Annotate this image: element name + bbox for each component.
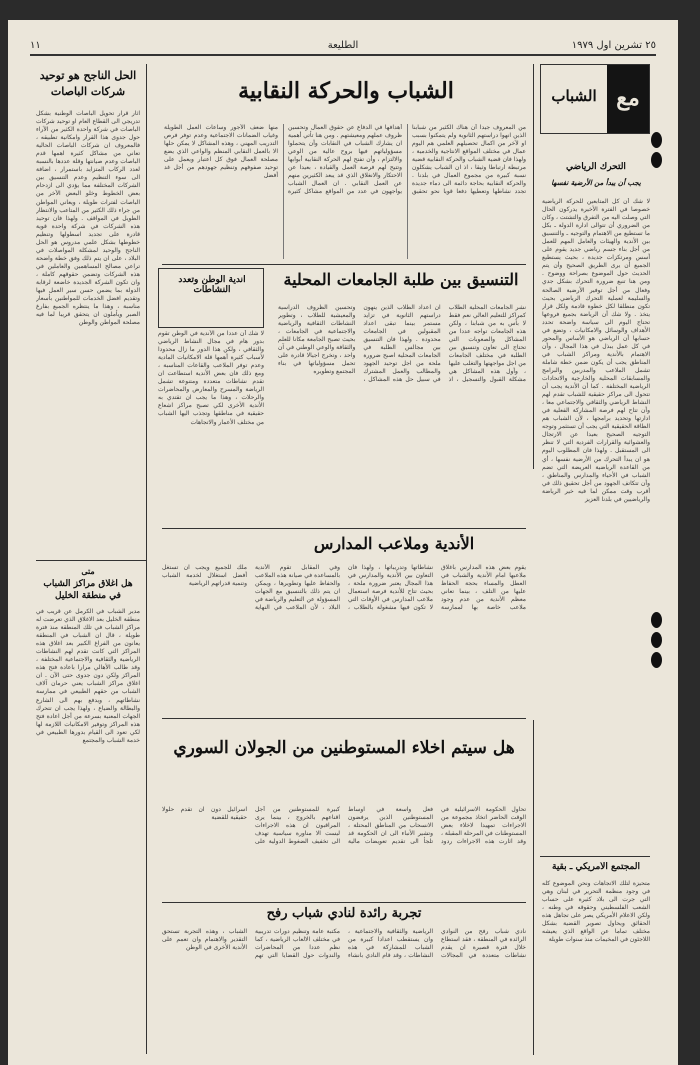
header-paper-name: الطليعة	[327, 40, 359, 51]
us-column-body: متحيزة لتلك الاتجاهات ونحن الموضوع كله في وجود منظمة التحرير في لبنان وهي التي جرت الى بلاد كثيرة على حساب الشعب الفلسطيني وحقوقه في وطنه ، ولكن الاعلام الأمريكي يصر على تجاهل هذه الحقائق ويحاول تصوير القضية بشكل مختلف تماما عن الواقع الذي يعيشه اللاجئون في المخيمات منذ سنوات طويلة	[542, 880, 650, 944]
youth-centers-kicker: متى	[81, 566, 95, 576]
horizontal-rule	[162, 264, 526, 265]
column-rule	[146, 64, 147, 1054]
binding-hole	[651, 152, 662, 168]
sidebar-box	[158, 268, 264, 328]
schools-headline: الأندية وملاعب المدارس	[313, 534, 475, 553]
binding-hole	[651, 652, 662, 668]
newspaper-page	[8, 20, 678, 1065]
column-rule	[533, 720, 534, 1055]
header-date: ٢٥ تشرين اول ١٩٧٩	[571, 40, 656, 51]
coordination-headline: التنسيق بين طلبة الجامعات المحلية	[283, 270, 519, 289]
section-logo	[540, 64, 650, 134]
section-logo-mark: مع	[616, 85, 640, 111]
sports-kicker: التحرك الرياضي	[566, 162, 626, 172]
horizontal-rule	[162, 528, 526, 529]
horizontal-rule	[36, 560, 146, 561]
youth-centers-headline: هل اغلاق مراكز الشباب في منطقة الخليل	[43, 579, 133, 601]
section-logo-dark-panel	[607, 65, 649, 133]
coordination-body: نشر الجامعات المحلية الطلاب كمراكز للتعليم العالي نعم فقط لا بأس به من شبابنا ، ولكن هذه الجامعات تواجه عددا من المشاكل والصعوبات التي تحتاج الى تعاون وتنسيق بين الطلبة في مختلف الجامعات من اجل مواجهتها والتغلب عليها ، وأول هذه المشاكل هي مشكلة القبول والتسجيل ، اذ ان اعداد الطلاب الذين ينهون دراستهم الثانوية في تزايد مستمر بينما تبقى اعداد المقبولين في الجامعات محدودة . ولهذا فان التنسيق بين مجالس الطلبة في الجامعات المحلية اصبح ضرورة ملحة من اجل توحيد الجهود والمطالب والعمل المشترك في سبيل حل هذه المشاكل ، وتحسين الظروف الدراسية والمعيشية للطلاب ، وتطوير النشاطات الثقافية والرياضية والاجتماعية في الجامعات ، بحيث تصبح الجامعة مكانا للعلم والثقافة والوعي الوطني في آن واحد ، وتخرج اجيالا قادرة على تحمل مسؤولياتها في بناء المجتمع وتطويره	[278, 304, 526, 384]
column-rule	[533, 64, 534, 469]
sidebar-body: لا شك أن عددا من الأندية في الوطن تقوم بدور هام في مجال النشاط الرياضي والثقافي ، ولكن هذا الدور ما زال محدودا لأسباب كثيرة أهمها قلة الامكانيات المادية وعدم توفر الملاعب والقاعات المناسبة ، ومع ذلك فان بعض الأندية استطاعت ان تقدم نشاطات متعددة ومتنوعة تشمل الرياضة والمسرح والمعارض والمحاضرات والرحلات ، وهذا ما يجب ان تقتدي به الأندية الأخرى لكي تصبح مراكز اشعاع حقيقية في مناطقها وتجذب اليها الشباب من مختلف الأعمار والاتجاهات	[158, 330, 264, 426]
binding-hole	[651, 612, 662, 628]
schools-body: يقوم بعض هذه المدارس باغلاق ملاعبها امام الأندية والشباب في العطل والمساء بحجة الحفاظ عليها من التلف ، بينما تعاني معظم الأندية من عدم وجود ملاعب خاصة بها لممارسة نشاطاتها وتدريباتها ، ولهذا فان التعاون بين الأندية والمدارس في هذا المجال يعتبر ضرورة ملحة ، بحيث تتاح للأندية فرصة استعمال ملاعب المدارس في الأوقات التي لا تكون فيها مشغولة بالطلاب ، وفي المقابل تقوم الأندية بالمساعدة في صيانة هذه الملاعب والحفاظ عليها وتطويرها ، ويمكن ان يتم ذلك بالتنسيق مع الجهات المسؤولة عن التعليم والرياضة في البلاد ، لأن الملاعب في النهاية ملك للجميع ويجب ان تستغل أفضل استغلال لخدمة الشباب وتنمية قدراتهم الرياضية	[162, 564, 526, 612]
sidebar-title: اندية الوطن وتعدد النشاطات	[178, 275, 246, 295]
lead-headline: الشباب والحركة النقابية	[238, 78, 454, 104]
us-column-title: المجتمع الأمريكي ـ بقية	[552, 862, 640, 872]
page-header	[30, 38, 656, 56]
sports-subtitle: يجب أن يبدأ من الأرضية نفسها	[551, 178, 641, 187]
buses-body: اثار قرار تحويل الباصات الوطنية بشكل تدريجي الى القطاع العام او توحيد شركات الباصات في شركة واحدة الكثير من الآراء حول جدوى هذا القرار وامكانية تطبيقه ، فالمعروف ان شركات الباصات الحالية تعاني من مشاكل كثيرة اهمها قدم الباصات وعدم صيانتها وقلة عددها بالنسبة لعدد الركاب المتزايد باستمرار ، اضافة الى سوء التنظيم وعدم التنسيق بين الشركات المختلفة مما يؤدي الى ازدحام بعض الخطوط وخلو البعض الآخر من الباصات لفترات طويلة ، ويعاني المواطن من جراء ذلك الكثير من المتاعب والانتظار الطويل في المواقف . ولهذا فان توحيد هذه الشركات في شركة واحدة قوية قادرة على تجديد اسطولها وتنظيم خطوطها بشكل علمي مدروس هو الحل الناجح والوحيد لمشكلة المواصلات في البلاد ، على ان يتم ذلك وفق خطة واضحة تراعي مصالح المساهمين والعاملين في هذه الشركات وتضمن حقوقهم كاملة ، وان تكون الشركة الجديدة خاضعة لرقابة الدولة بما يضمن حسن سير العمل فيها وتقديم افضل الخدمات للمواطنين بأسعار مناسبة ، وهذا ما ينتظره الجميع بفارغ الصبر ويأملون ان يتحقق قريبا لما فيه مصلحة المواطن والوطن	[36, 110, 140, 327]
header-page-number: ١١	[30, 40, 41, 51]
sports-article-body: لا شك أن كل المتابعين للحركة الرياضية خصوصا في الفترة الأخيرة يدركون الحال التي وصلت اليه من التفرق والتشتت ، وكان من الضروري أن تتوالى ادارة الدولة ـ بكل ما تستطيع من الاهتمام والتوجيه ـ والتنسيق بين الأندية والهيئات والعامل المهم للعمل من أجل بناء جسم رياضي جديد يقوم على أسس ومرتكزات جديدة ، بحيث يستطيع الجميع أن يرى الطريق الصحيح وأن يتم الحديث حول الموضوع بصراحة ووضوح . ومن هنا تنبع ضرورة التحرك بشكل جدي وفعال من أجل توفير الأرضية الصالحة والسليمة لعملية التحرك الرياضي بحيث تكون منطلقا لكل خطوة قادمة ولكل قرار يتخذ . ولا شك أن الرياضة بجميع فروعها تحتاج اليوم الى سياسة واضحة تحدد الأهداف والوسائل والامكانيات ، وتضع في حسابها أن الرياضي هو الأساس والمحور في كل عمل يبذل في هذا المجال ، وأن الاهتمام بالأندية ومراكز الشباب في المناطق يجب أن يكون ضمن خطة شاملة تشمل الملاعب والمدربين والبرامج والمسابقات المحلية والخارجية والاتحادات الرياضية المختلفة . كما أن الأندية يجب أن تتحول الى مراكز حقيقية للشباب تقدم لهم النشاط الرياضي والثقافي والاجتماعي معا ، وأن تتاح لهم فرصة المشاركة الفعلية في ادارتها وتحديد برامجها ، لأن الشباب هم الطاقة الحقيقية التي يجب أن تستثمر وتوجه التوجيه الصحيح بعيدا عن الارتجال والعشوائية والقرارات الفردية التي لا تنظر الى المستقبل . ولهذا فان المطلوب اليوم هو ان يبدأ التحرك من الأرضية نفسها ، أي من القاعدة الرياضية العريضة التي تضم الشباب في الأحياء والمدارس والمناطق ، وأن تتكاتف الجهود من أجل تحقيق ذلك في أقرب وقت ممكن لما فيه خير الرياضة والرياضيين في بلدنا العزيز	[542, 198, 650, 503]
buses-headline: الحل الناجح هو توحيد شركات الباصات	[39, 69, 137, 98]
experiment-body: نادي شباب رفح من النوادي الرائدة في المنطقة ، فقد استطاع خلال فترة قصيرة ان يقدم نشاطات متعددة في المجالات الرياضية والثقافية والاجتماعية ، وان يستقطب اعدادا كبيرة من الشباب للمشاركة في هذه النشاطات ، وقد قام النادي بانشاء مكتبة عامة وتنظيم دورات تدريبية في مختلف الالعاب الرياضية ، كما نظم عددا من المحاضرات والندوات حول القضايا التي تهم الشباب ، وهذه التجربة تستحق التقدير والاهتمام وان تعمم على الأندية الأخرى في الوطن	[162, 928, 526, 960]
youth-centers-body: مدير الشباب في الكرمل عن قريب في منطقة الخليل بعد الاغلاق الذي تعرضت له مراكز الشباب في تلك المنطقة منذ فترة طويلة ، قال ان الشباب في المنطقة يعانون من الفراغ الكبير بعد اغلاق هذه المراكز التي كانت تقدم لهم النشاطات الرياضية والثقافية والاجتماعية المختلفة ، وقد طالب الأهالي مرارا باعادة فتح هذه المراكز ولكن دون جدوى حتى الآن . ان اغلاق مراكز الشباب يعني حرمان آلاف الشباب من حقهم الطبيعي في ممارسة نشاطاتهم ، ويدفع بهم الى الشارع والبطالة والضياع ، ولهذا يجب ان تتحرك الجهات المعنية بسرعة من أجل اعادة فتح هذه المراكز وتوفير الامكانيات اللازمة لها لكي تعود الى القيام بدورها الطبيعي في خدمة الشباب والمجتمع	[36, 608, 140, 744]
settlements-headline: هل سيتم اخلاء المستوطنين من الجولان السوري	[173, 738, 515, 758]
horizontal-rule	[162, 718, 526, 719]
settlements-body: تحاول الحكومة الاسرائيلية في الوقت الحاضر اتخاذ مجموعة من الاجراءات تمهيدا لاخلاء بعض المستوطنات في المرحلة المقبلة ، وقد اثارت هذه الاجراءات ردود فعل واسعة في اوساط المستوطنين الذين يرفضون الانسحاب من المناطق المحتلة ، وتشير الأنباء الى ان الحكومة قد تلجأ الى تقديم تعويضات مالية كبيرة للمستوطنين من أجل اقناعهم بالخروج ، بينما يرى المراقبون ان هذه الاجراءات ليست الا مناورة سياسية تهدف الى تخفيف الضغوط الدولية على اسرائيل دون ان تقدم حلولا حقيقية للقضية	[162, 806, 526, 846]
horizontal-rule	[162, 902, 526, 903]
lead-article-body: من المعروف جيدا أن هناك الكثير من شبابنا الذين انهوا دراستهم الثانوية ولم يتمكنوا بسبب او لآخر من اكمال تحصيلهم العلمي هم اليوم عمال في مختلف المواقع الانتاجية والخدمية ، ولهذا فان قضية الشباب والحركة النقابية قضية مرتبطة ارتباطا وثيقا ، اذ ان الشباب يشكلون نسبة كبيرة من مجموع العمال في بلدنا . والحركة النقابية بحاجة دائمة الى دماء جديدة تجدد نشاطها وتعطيها دفعا قويا نحو تحقيق أهدافها في الدفاع عن حقوق العمال وتحسين ظروف عملهم ومعيشتهم . ومن هنا تأتي أهمية ان يشارك الشباب في النقابات وأن يتحملوا مسؤولياتهم فيها بروح عالية من الوعي والالتزام ، وأن تفتح لهم الحركة النقابية أبوابها وتتيح لهم فرصة العمل والقيادة ، بعيدا عن الاحتكار والانغلاق الذي قد يبعد الكثيرين منهم عن العمل النقابي . ان العمال الشباب يواجهون في عدد من المواقع مشاكل كثيرة منها ضعف الأجور وساعات العمل الطويلة وغياب الضمانات الاجتماعية وعدم توفر فرص التدريب المهني ، وهذه المشاكل لا يمكن حلها الا بالعمل النقابي المنظم والواعي الذي يضع مصلحة العمال فوق كل اعتبار ويعمل على توحيد صفوفهم وتنظيم جهودهم من أجل غد أفضل	[164, 124, 526, 196]
experiment-headline: تجربة رائدة لنادي شباب رفح	[266, 906, 422, 921]
section-logo-label: الشباب	[551, 87, 597, 105]
horizontal-rule	[540, 856, 650, 857]
binding-hole	[651, 632, 662, 648]
binding-hole	[651, 132, 662, 148]
